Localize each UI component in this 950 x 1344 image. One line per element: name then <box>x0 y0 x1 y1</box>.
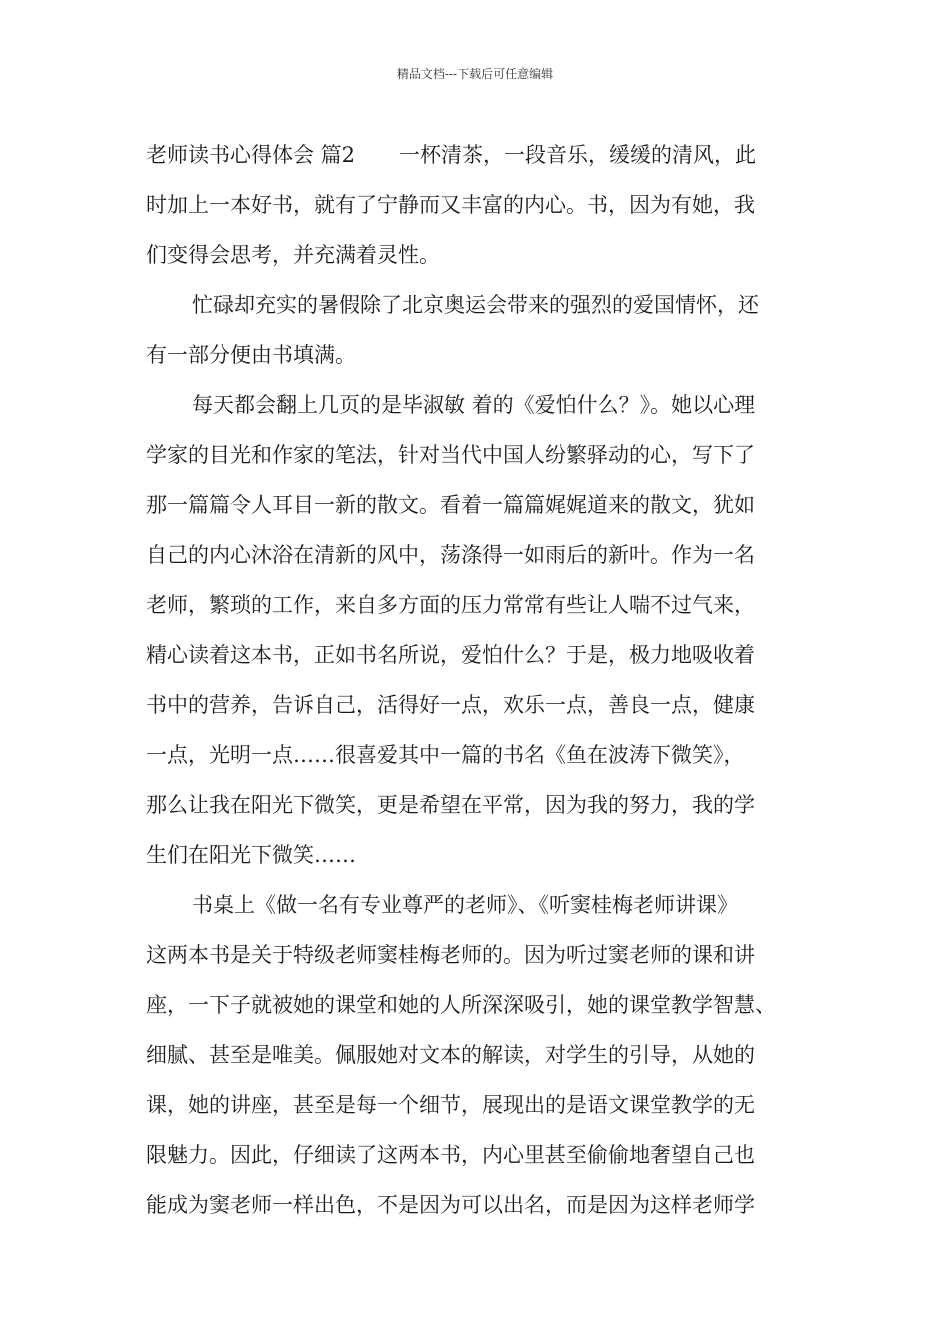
text-line: 这两本书是关于特级老师窦桂梅老师的。因为听过窦老师的课和讲 <box>146 943 755 967</box>
text-line: 那一篇篇令人耳目一新的散文。看着一篇篇娓娓道来的散文，犹如 <box>146 493 755 517</box>
text-line: 那么让我在阳光下微笑，更是希望在平常，因为我的努力，我的学 <box>146 793 755 817</box>
text-line: 书中的营养，告诉自己，活得好一点，欢乐一点，善良一点，健康 <box>146 693 755 717</box>
text-line: 细腻、甚至是唯美。佩服她对文本的解读，对学生的引导，从她的 <box>146 1043 755 1067</box>
text-line: 一点，光明一点……很喜爱其中一篇的书名《鱼在波涛下微笑》， <box>146 743 745 767</box>
text-lines <box>146 180 816 1230</box>
text-line-title <box>146 130 816 180</box>
text-line: 忙碌却充实的暑假除了北京奥运会带来的强烈的爱国情怀，还 <box>192 293 759 317</box>
text-line: 座，一下子就被她的课堂和她的人所深深吸引，她的课堂教学智慧、 <box>146 993 776 1017</box>
document-title: 老师读书心得体会 篇2 <box>146 143 356 167</box>
text-line: 老师，繁琐的工作，来自多方面的压力常常有些让人喘不过气来， <box>146 593 755 617</box>
text-line: 学家的目光和作家的笔法，针对当代中国人纷繁驿动的心，写下了 <box>146 443 755 467</box>
text-line: 精心读着这本书，正如书名所说，爱怕什么？于是，极力地吸收着 <box>146 643 755 667</box>
text-line: 每天都会翻上几页的是毕淑敏 着的《爱怕什么？》。她以心理 <box>192 393 756 417</box>
document-body <box>146 130 816 1230</box>
text-line-content: 一杯清茶，一段音乐，缓缓的清风，此 <box>399 143 757 167</box>
text-line: 生们在阳光下微笑…… <box>146 843 356 867</box>
text-line: 能成为窦老师一样出色，不是因为可以出名，而是因为这样老师学 <box>146 1193 755 1217</box>
text-line: 时加上一本好书，就有了宁静而又丰富的内心。书，因为有她，我 <box>146 193 755 217</box>
text-line: 课，她的讲座，甚至是每一个细节，展现出的是语文课堂教学的无 <box>146 1093 755 1117</box>
text-line: 限魅力。因此，仔细读了这两本书，内心里甚至偷偷地奢望自己也 <box>146 1143 755 1167</box>
text-line: 自己的内心沐浴在清新的风中，荡涤得一如雨后的新叶。作为一名 <box>146 543 755 567</box>
page-header: 精品文档---下载后可任意编辑 <box>396 67 554 81</box>
text-line: 书桌上《做一名有专业尊严的老师》、《听窦桂梅老师讲课》 <box>192 893 738 917</box>
text-line: 有一部分便由书填满。 <box>146 343 356 367</box>
text-line: 们变得会思考，并充满着灵性。 <box>146 243 440 267</box>
